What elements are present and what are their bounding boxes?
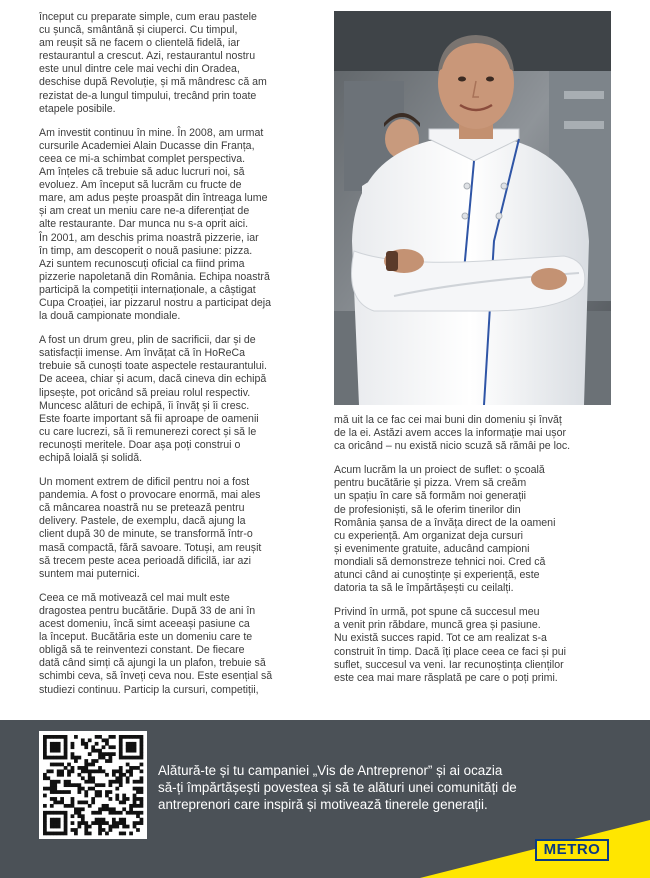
article-paragraph: mă uit la ce fac cei mai buni din domeniu și învăț de la ei. Astăzi avem acces la informație mai ușor ca oricând – nu există nicio scuză să rămâi pe loc.	[334, 414, 571, 453]
article-paragraph: Acum lucrăm la un proiect de suflet: o școală pentru bucătărie și pizza. Vrem să creăm un spațiu în care să formăm noi generații de profesioniști, să le oferim tinerilor din România șansa de a învăța direct de la oameni cu experiență. Am organizat deja cursuri și evenimente gratuite, aducând campioni mondiali să demonstreze tehnici noi. Cred că atunci când ai cunoștințe și experiență, este datoria ta să le împărtășești cu ceilalți.	[334, 464, 556, 595]
chef-photo	[334, 11, 611, 405]
article-paragraph: Un moment extrem de dificil pentru noi a fost pandemia. A fost o provocare enormă, mai ales că mâncarea noastră nu se pretează pentru delivery. Pastele, de exemplu, dacă ajung la client după 30 de minute, se transformă într-o masă compactă, fără savoare. Totuși, am reușit să trecem peste acea perioadă dificilă, iar azi suntem mai puternici.	[39, 476, 262, 580]
article-paragraph: A fost un drum greu, plin de sacrificii, dar și de satisfacții imense. Am învățat că în HoReCa trebuie să cunoști toate aspectele restaurantului. De aceea, chiar și acum, dacă cineva din echipă lipsește, pot oricând să preiau rolul respectiv. Muncesc alături de echipă, îi învăț și îi cresc. Este foarte important să fii aproape de oamenii cu care lucrezi, să îi remunerezi corect și să le recunoști meritele. Doar așa poți construi o echipă loială și solidă.	[39, 334, 267, 464]
article-right-column	[334, 414, 614, 696]
metro-logo: METRO	[535, 839, 609, 861]
campaign-footer	[0, 720, 650, 878]
qr-code[interactable]	[39, 731, 147, 839]
article-paragraph: Ceea ce mă motivează cel mai mult este dragostea pentru bucătărie. După 33 de ani în acest domeniu, încă simt aceeași pasiune ca la început. Bucătăria este un domeniu care te obligă să te reinventezi constant. De fiecare dată când simți că ajungi la un plafon, trebuie să schimbi ceva, să înveți ceva nou. Este esențial să studiezi continuu. Particip la cursuri, competiții,	[39, 591, 273, 696]
article-paragraph: început cu preparate simple, cum erau pastele cu șuncă, smântână și ciuperci. Cu timpul, am reușit să ne facem o clientelă fidelă, iar restaurantul a crescut. Azi, restaurantul nostru este unul dintre cele mai vechi din Oradea, deschise după Revoluție, și mă mândresc că am rezistat de-a lungul timpului, trecând prin toate etapele posibile.	[39, 11, 267, 115]
article-left-column	[39, 11, 320, 708]
article-paragraph: Am investit continuu în mine. În 2008, am urmat cursurile Academiei Alain Ducasse din Franța, ceea ce mi-a schimbat complet perspectiva. Am înțeles că trebuie să aduc lucruri noi, să evoluez. Am început să lucrăm cu fructe de mare, am adus pește proaspăt din întreaga lume și am creat un meniu care ne-a diferențiat de alte restaurante. Dar munca nu s-a oprit aici. În 2001, am deschis prima noastră pizzerie, iar în timp, am descoperit o nouă pasiune: pizza. Azi suntem recunoscuți oficial ca fiind prima pizzerie napoletană din România. Echipa noastră participă la competiții internaționale, a câștigat Cupa Croației, iar pizzarul nostru a participat deja la două campionate mondiale.	[39, 126, 272, 323]
article-paragraph: Privind în urmă, pot spune că succesul meu a venit prin răbdare, muncă grea și pasiune. Nu există succes rapid. Tot ce am realizat s-a construit în timp. Dacă îți place ceea ce faci și pui suflet, succesul va veni. Iar recunoștința clienților este cea mai mare răsplată pe care o poți primi.	[334, 606, 566, 684]
campaign-text: Alătură-te și tu campaniei „Vis de Antreprenor” și ai ocazia să-ți împărtășești povestea și să te alături unei comunități de antreprenori care inspiră și motivează tinerele generații.	[158, 763, 517, 812]
